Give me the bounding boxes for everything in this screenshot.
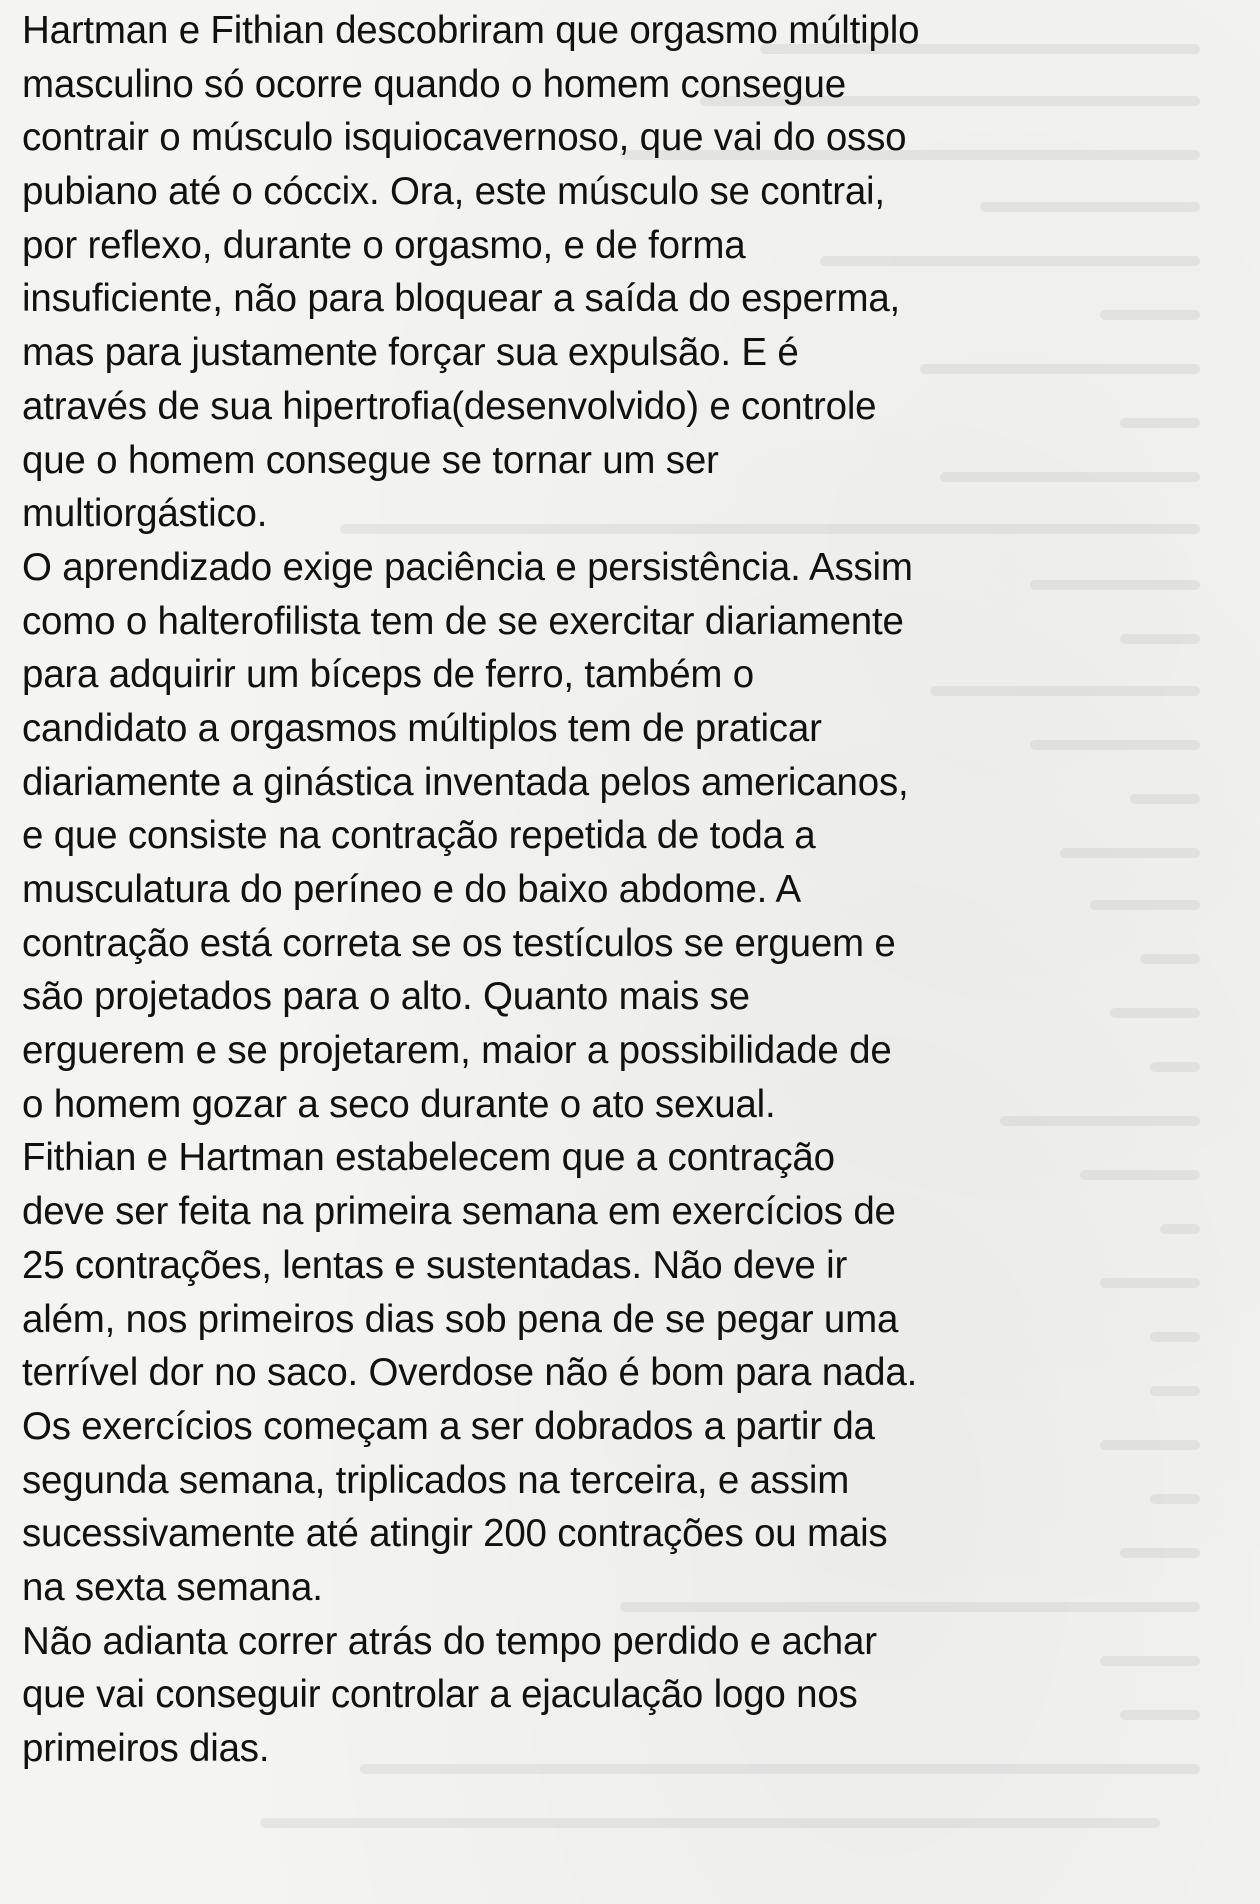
article-text xyxy=(22,4,1222,1776)
text-line: são projetados para o alto. Quanto mais se xyxy=(22,975,750,1019)
text-line: sucessivamente até atingir 200 contrações ou mais xyxy=(22,1512,888,1556)
text-line: diariamente a ginástica inventada pelos americanos, xyxy=(22,760,909,804)
text-line: mas para justamente forçar sua expulsão. E é xyxy=(22,331,799,375)
text-line: pubiano até o cóccix. Ora, este músculo se contrai, xyxy=(22,170,885,214)
text-line: que vai conseguir controlar a ejaculação logo nos xyxy=(22,1673,858,1717)
text-line: segunda semana, triplicados na terceira, e assim xyxy=(22,1458,850,1502)
text-line: deve ser feita na primeira semana em exercícios de xyxy=(22,1190,896,1234)
text-line: primeiros dias. xyxy=(22,1727,270,1770)
text-line: insuficiente, não para bloquear a saída do esperma, xyxy=(22,277,901,321)
text-line: Fithian e Hartman estabelecem que a contração xyxy=(22,1136,835,1180)
text-line: Os exercícios começam a ser dobrados a partir da xyxy=(22,1404,875,1448)
text-line: como o halterofilista tem de se exercitar diariamente xyxy=(22,599,904,643)
text-line: que o homem consegue se tornar um ser xyxy=(22,438,719,482)
text-line: na sexta semana. xyxy=(22,1565,323,1609)
text-line: contração está correta se os testículos se erguem e xyxy=(22,921,896,965)
text-line: masculino só ocorre quando o homem consegue xyxy=(22,62,846,106)
text-line: além, nos primeiros dias sob pena de se pegar uma xyxy=(22,1297,899,1341)
text-line: Hartman e Fithian descobriram que orgasmo múltiplo xyxy=(22,9,920,52)
text-line: Não adianta correr atrás do tempo perdido e achar xyxy=(22,1619,877,1663)
text-line: para adquirir um bíceps de ferro, também o xyxy=(22,653,755,697)
text-line: e que consiste na contração repetida de toda a xyxy=(22,814,816,858)
text-line: musculatura do períneo e do baixo abdome. A xyxy=(22,868,802,911)
text-line: o homem gozar a seco durante o ato sexual. xyxy=(22,1082,776,1126)
text-line: erguerem e se projetarem, maior a possibilidade de xyxy=(22,1029,892,1073)
text-line: O aprendizado exige paciência e persistência. Assim xyxy=(22,545,913,589)
text-line: terrível dor no saco. Overdose não é bom para nada. xyxy=(22,1351,918,1395)
text-line: 25 contrações, lentas e sustentadas. Não deve ir xyxy=(22,1243,848,1287)
text-line: candidato a orgasmos múltiplos tem de praticar xyxy=(22,706,822,750)
text-line: por reflexo, durante o orgasmo, e de forma xyxy=(22,223,746,267)
text-line: multiorgástico. xyxy=(22,492,268,536)
text-line: contrair o músculo isquiocavernoso, que vai do osso xyxy=(22,116,907,160)
text-line: através de sua hipertrofia(desenvolvido) e controle xyxy=(22,384,877,428)
